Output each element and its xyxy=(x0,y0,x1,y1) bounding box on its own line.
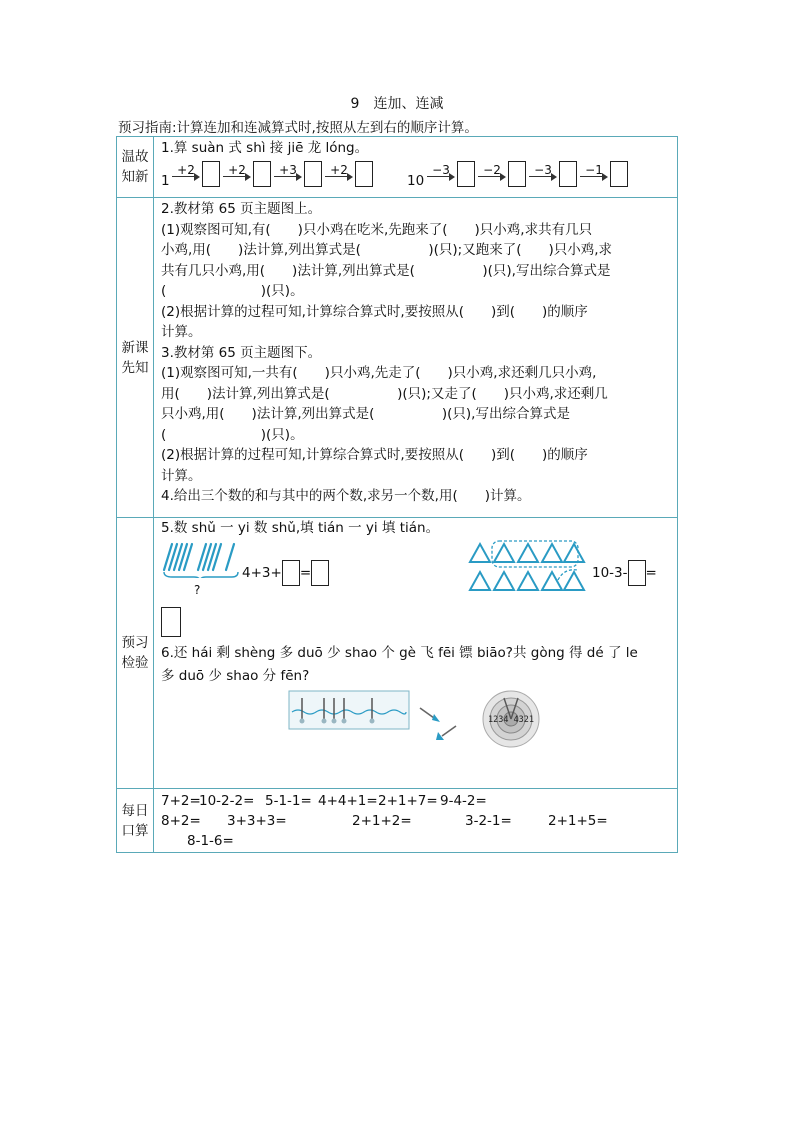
darts-stand-picture xyxy=(288,690,410,730)
chain-b-arrow-1: −3 xyxy=(427,163,455,183)
section-label-review: 温故知新 xyxy=(117,137,154,198)
chain-b-arrow-2: −2 xyxy=(478,163,506,183)
chain-a-start: 1 xyxy=(161,173,170,189)
q2-line-4: ( )(只)。 xyxy=(161,283,304,299)
q5-expr-b: 10-3- = xyxy=(592,560,657,586)
question-1 xyxy=(154,137,677,197)
daily-calc xyxy=(154,789,677,851)
dartboard-picture xyxy=(482,690,540,748)
dartboard-scores: 1234 4321 xyxy=(487,715,535,725)
q5-expr-b-box-2[interactable] xyxy=(161,607,181,637)
question-5-6 xyxy=(154,518,677,788)
q2-line-3: 共有几只小鸡,用( )法计算,列出算式是( )(只),写出综合算式是 xyxy=(161,262,611,279)
chain-b-answer-box-1[interactable] xyxy=(457,161,475,187)
section-label-new: 新课先知 xyxy=(117,198,154,518)
daily-row-1: 7+2=10-2-2= 5-1-1= 4+4+1=2+1+7= 9-4-2= xyxy=(161,793,487,809)
q3-line-6: 计算。 xyxy=(161,467,202,484)
daily-row-2: 8+2= 3+3+3= 2+1+2= 3-2-1= 2+1+5= xyxy=(161,813,608,829)
page-title: 9 连加、连减 xyxy=(350,96,444,112)
triangles-picture xyxy=(468,540,594,596)
q3-line-3: 只小鸡,用( )法计算,列出算式是( )(只),写出综合算式是 xyxy=(161,406,570,422)
chain-a-arrow-3: +3 xyxy=(274,163,302,183)
q6-line-2: 多 duō 少 shao 分 fēn? xyxy=(161,668,310,684)
chain-a-answer-box-3[interactable] xyxy=(304,161,322,187)
section-label-daily: 每日口算 xyxy=(117,789,154,853)
chain-b-answer-box-4[interactable] xyxy=(610,161,628,187)
daily-row-3: 8-1-6= xyxy=(187,833,234,849)
sticks-question-mark: ? xyxy=(194,583,201,597)
q5-expr-a: 4+3+ = xyxy=(242,560,329,586)
chain-a-arrow-2: +2 xyxy=(223,163,251,183)
q1-text: 1.算 suàn 式 shì 接 jiē 龙 lóng。 xyxy=(161,140,369,156)
chain-a-answer-box-1[interactable] xyxy=(202,161,220,187)
question-2-4 xyxy=(154,198,677,507)
q3-line-2: 用( )法计算,列出算式是( )(只);又走了( )只小鸡,求还剩几 xyxy=(161,385,608,402)
chain-a-arrow-4: +2 xyxy=(325,163,353,183)
preview-guide: 预习指南:计算连加和连减算式时,按照从左到右的顺序计算。 xyxy=(118,120,478,136)
q3-line-1: (1)观察图可知,一共有( )只小鸡,先走了( )只小鸡,求还剩几只小鸡, xyxy=(161,365,597,381)
q2-line-1: (1)观察图可知,有( )只小鸡在吃米,先跑来了( )只小鸡,求共有几只 xyxy=(161,221,593,238)
worksheet-table xyxy=(116,136,678,853)
chain-b-arrow-3: −3 xyxy=(529,163,557,183)
q6-line-1: 6.还 hái 剩 shèng 多 duō 少 shao 个 gè 飞 fēi 镖 biāo?共 gòng 得 dé 了 le xyxy=(161,645,638,661)
q2-head: 2.教材第 65 页主题图上。 xyxy=(161,201,322,217)
chain-b-start: 10 xyxy=(407,173,425,189)
chain-b-answer-box-3[interactable] xyxy=(559,161,577,187)
q5-expr-a-box-2[interactable] xyxy=(311,560,329,586)
chain-b-arrow-4: −1 xyxy=(580,163,608,183)
chain-a-answer-box-2[interactable] xyxy=(253,161,271,187)
q4-text: 4.给出三个数的和与其中的两个数,求另一个数,用( )计算。 xyxy=(161,488,531,504)
chain-b-answer-box-2[interactable] xyxy=(508,161,526,187)
q2-line-2: 小鸡,用( )法计算,列出算式是( )(只);又跑来了( )只小鸡,求 xyxy=(161,242,613,258)
q5-expr-b-box-1[interactable] xyxy=(628,560,646,586)
chain-a-answer-box-4[interactable] xyxy=(355,161,373,187)
chain-a-arrow-1: +2 xyxy=(172,163,200,183)
q2-line-5: (2)根据计算的过程可知,计算综合算式时,要按照从( )到( )的顺序 xyxy=(161,303,588,320)
q5-expr-a-box-1[interactable] xyxy=(282,560,300,586)
loose-darts-picture xyxy=(416,704,476,744)
q3-line-5: (2)根据计算的过程可知,计算综合算式时,要按照从( )到( )的顺序 xyxy=(161,447,588,463)
sticks-picture xyxy=(162,542,244,578)
q3-line-4: ( )(只)。 xyxy=(161,426,304,443)
q3-head: 3.教材第 65 页主题图下。 xyxy=(161,344,322,361)
q2-line-6: 计算。 xyxy=(161,324,202,340)
section-label-check: 预习检验 xyxy=(117,518,154,789)
q5-text: 5.数 shǔ 一 yi 数 shǔ,填 tián 一 yi 填 tián。 xyxy=(161,520,440,536)
